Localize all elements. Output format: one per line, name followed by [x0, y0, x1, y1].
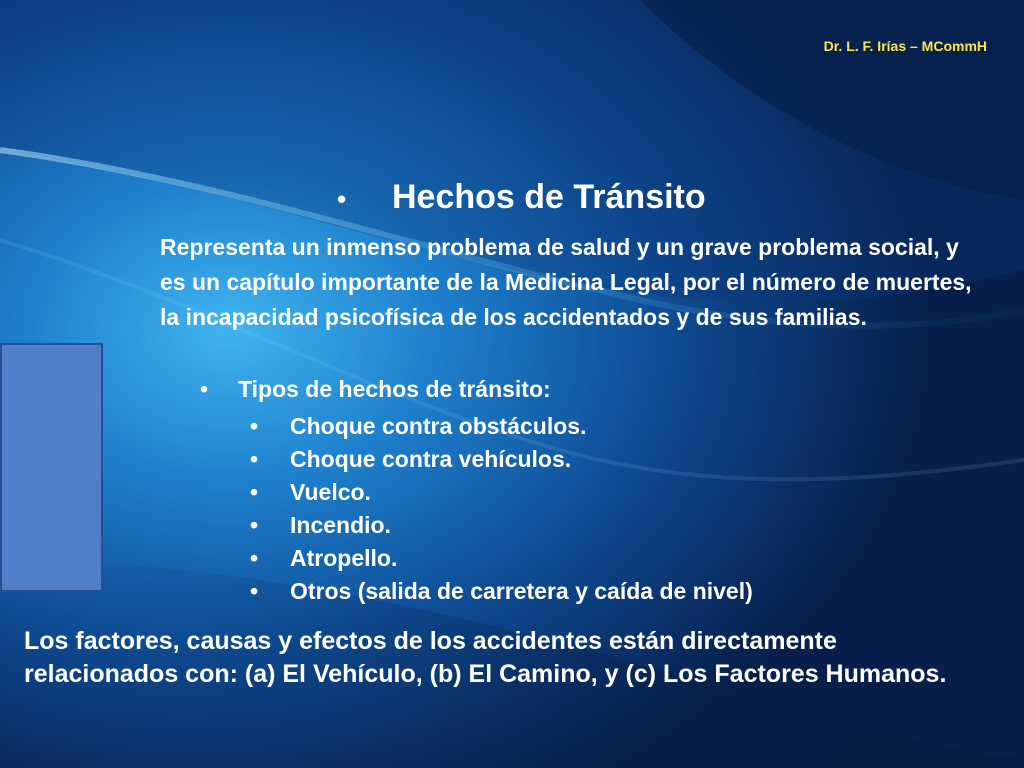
- bullet-icon: •: [337, 184, 347, 214]
- factors-paragraph: Los factores, causas y efectos de los accidentes están directamente relacionados con: (a) El Vehículo, (b) El Camino, y (c) Los Factores Humanos.: [24, 627, 947, 688]
- types-heading: [200, 376, 551, 403]
- types-list: [250, 410, 753, 608]
- bullet-icon: •: [250, 413, 259, 439]
- bullet-icon: •: [250, 446, 259, 472]
- list-item: • Vuelco.: [250, 479, 371, 505]
- list-item: • Choque contra vehículos.: [250, 446, 572, 472]
- title-text: Hechos de Tránsito: [392, 178, 706, 216]
- bullet-icon: •: [250, 545, 259, 571]
- list-item: • Otros (salida de carretera y caída de nivel): [250, 578, 753, 604]
- slide-title: [337, 178, 706, 217]
- list-item: • Choque contra obstáculos.: [250, 413, 587, 439]
- intro-paragraph: Representa un inmenso problema de salud y un grave problema social, y es un capítulo importante de la Medicina Legal, por el número de muertes, la incapacidad psicofísica de los accidentados y de sus familias.: [160, 234, 972, 330]
- types-heading-text: Tipos de hechos de tránsito:: [238, 376, 551, 402]
- list-item: • Atropello.: [250, 545, 398, 571]
- author-credit: Dr. L. F. Irías – MCommH: [823, 38, 987, 54]
- decorative-rectangle: [0, 343, 103, 592]
- bullet-icon: •: [200, 376, 209, 402]
- list-item: • Incendio.: [250, 512, 391, 538]
- bullet-icon: •: [250, 479, 259, 505]
- bullet-icon: •: [250, 512, 259, 538]
- bullet-icon: •: [250, 578, 259, 604]
